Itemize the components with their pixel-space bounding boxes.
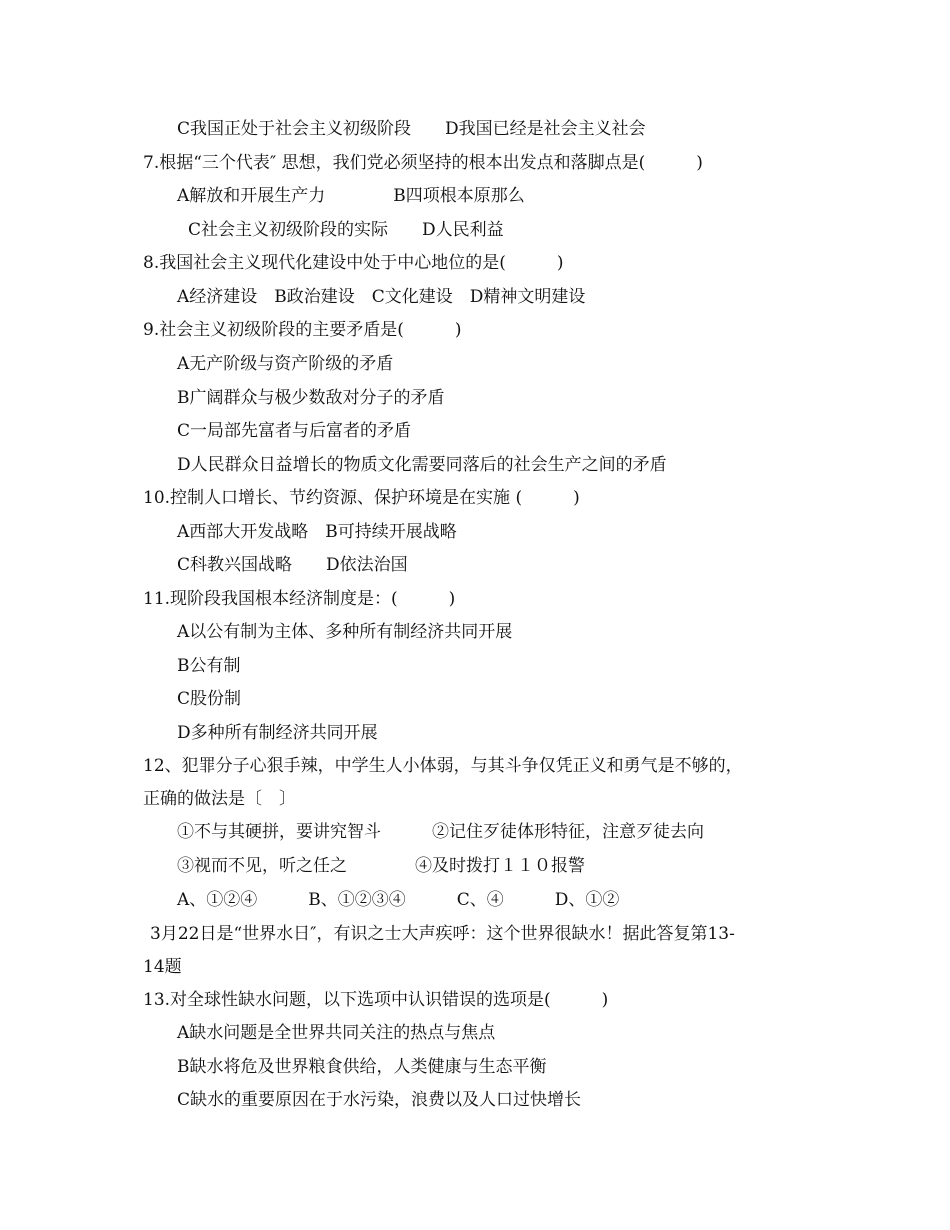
option-line: C科教兴国战略 D依法治国 — [177, 555, 408, 575]
option-line: B缺水将危及世界粮食供给，人类健康与生态平衡 — [177, 1057, 547, 1077]
option-line: A经济建设 B政治建设 C文化建设 D精神文明建设 — [177, 287, 586, 307]
question-8: 8.我国社会主义现代化建设中处于中心地位的是( ) — [143, 253, 564, 273]
option-line: A以公有制为主体、多种所有制经济共同开展 — [177, 622, 513, 642]
question-11: 11.现阶段我国根本经济制度是：( ) — [143, 589, 456, 609]
option-line: A缺水问题是全世界共同关注的热点与焦点 — [177, 1023, 496, 1043]
option-line: D多种所有制经济共同开展 — [177, 723, 378, 743]
option-line: C股份制 — [177, 689, 242, 709]
option-line: D人民群众日益增长的物质文化需要同落后的社会生产之间的矛盾 — [177, 455, 667, 475]
intro-text-cont: 14题 — [143, 957, 182, 977]
option-line: C我国正处于社会主义初级阶段 D我国已经是社会主义社会 — [177, 119, 646, 139]
option-line: C一局部先富者与后富者的矛盾 — [177, 421, 412, 441]
option-line: B公有制 — [177, 656, 241, 676]
option-line: C缺水的重要原因在于水污染，浪费以及人口过快增长 — [177, 1090, 582, 1110]
option-line: C社会主义初级阶段的实际 D人民利益 — [188, 220, 504, 240]
intro-text: 3月22日是“世界水日″，有识之士大声疾呼：这个世界很缺水！据此答复第13- — [150, 924, 735, 944]
question-9: 9.社会主义初级阶段的主要矛盾是( ) — [143, 320, 462, 340]
question-13: 13.对全球性缺水问题，以下选项中认识错误的选项是( ) — [143, 990, 609, 1010]
question-12-cont: 正确的做法是〔 〕 — [143, 789, 296, 809]
question-12: 12、犯罪分子心狠手辣，中学生人小体弱，与其斗争仅凭正义和勇气是不够的， — [143, 756, 743, 776]
option-line: A西部大开发战略 B可持续开展战略 — [177, 522, 457, 542]
question-10: 10.控制人口增长、节约资源、保护环境是在实施 ( ) — [143, 488, 580, 508]
option-line: A、①②④ B、①②③④ C、④ D、①② — [177, 890, 620, 910]
option-line: ①不与其硬拼，要讲究智斗 ②记住歹徒体形特征，注意歹徒去向 — [177, 822, 704, 842]
option-line: ③视而不见，听之任之 ④及时拨打１１０报警 — [177, 856, 585, 876]
option-line: A无产阶级与资产阶级的矛盾 — [177, 354, 394, 374]
option-line: A解放和开展生产力 B四项根本原那么 — [177, 186, 525, 206]
option-line: B广阔群众与极少数敌对分子的矛盾 — [177, 388, 445, 408]
question-7: 7.根据“三个代表″ 思想，我们党必须坚持的根本出发点和落脚点是( ) — [143, 153, 703, 173]
